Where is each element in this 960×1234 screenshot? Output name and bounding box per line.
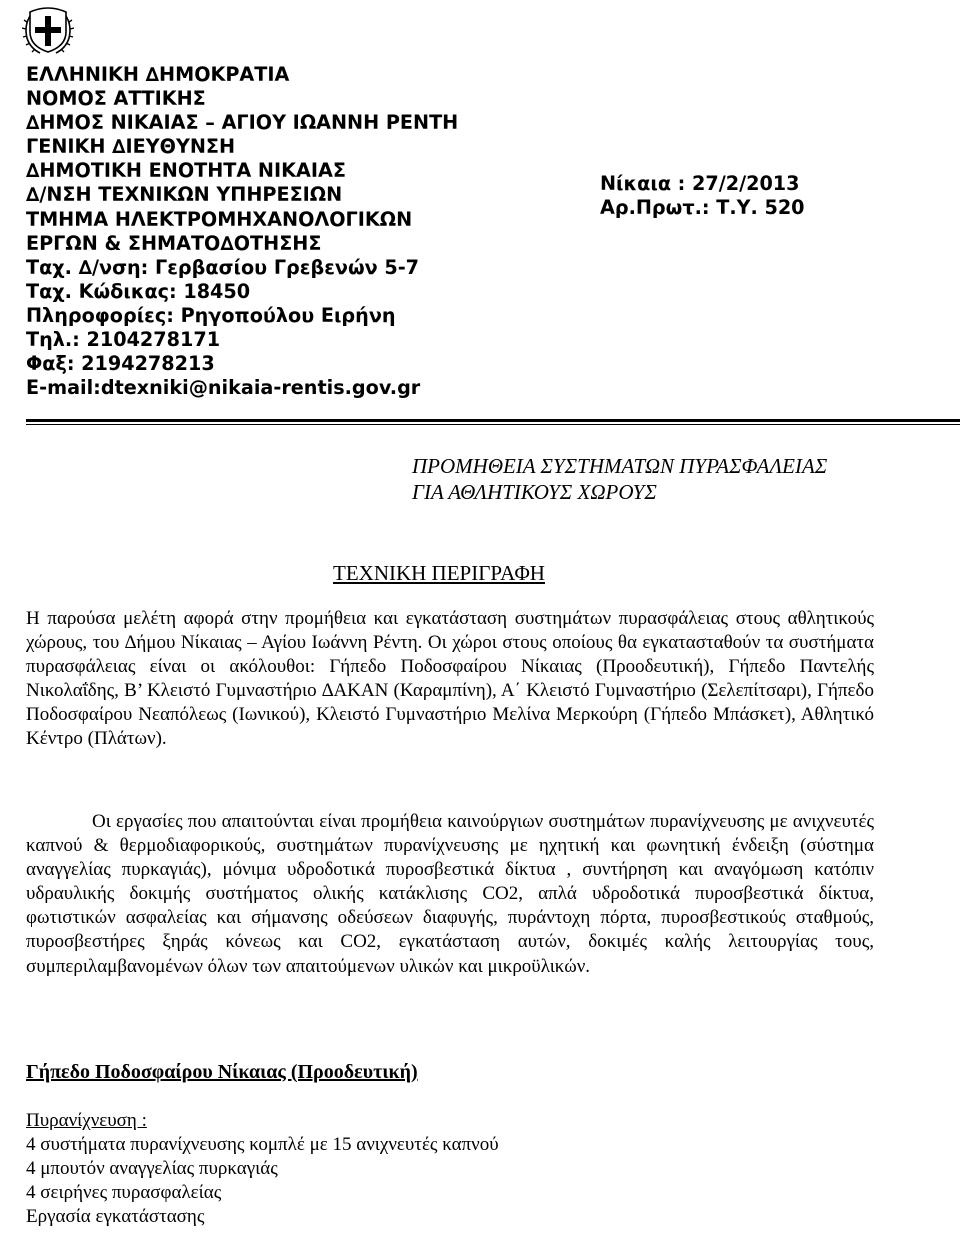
list-item: Εργασία εγκατάστασης — [26, 1206, 205, 1228]
document-date: Νίκαια : 27/2/2013 — [600, 172, 800, 195]
header-line: Φαξ: 2194278213 — [26, 352, 215, 376]
items-list — [26, 1109, 499, 1229]
list-item: 4 σειρήνες πυρασφαλείας — [26, 1182, 222, 1204]
header-line: ∆ΗΜΟΤΙΚΗ ΕΝΟΤΗΤΑ ΝΙΚΑΙΑΣ — [26, 159, 346, 183]
issuer-header — [26, 63, 458, 400]
header-line: ΕΛΛΗΝΙΚΗ ∆ΗΜΟΚΡΑΤΙΑ — [26, 63, 290, 86]
header-line: ΝΟΜΟΣ ΑΤΤΙΚΗΣ — [26, 87, 206, 111]
date-protocol-block — [600, 172, 805, 220]
protocol-number: Αρ.Πρωτ.: Τ.Υ. 520 — [600, 196, 805, 220]
list-item: 4 μπουτόν αναγγελίας πυρκαγιάς — [26, 1158, 278, 1180]
header-divider-thin — [26, 424, 960, 425]
header-line: ΕΡΓΩΝ & ΣΗΜΑΤΟ∆ΟΤΗΣΗΣ — [26, 231, 322, 255]
header-line: ∆ΗΜΟΣ ΝΙΚΑΙΑΣ – ΑΓΙΟΥ ΙΩΑΝΝΗ ΡΕΝΤΗ — [26, 111, 459, 135]
header-line: ∆/ΝΣΗ ΤΕΧΝΙΚΩΝ ΥΠΗΡΕΣΙΩΝ — [26, 183, 343, 207]
header-divider-thick — [26, 419, 960, 422]
list-item: 4 συστήματα πυρανίχνευσης κομπλέ με 15 ανιχνευτές καπνού — [26, 1134, 499, 1156]
title-line-1: ΠΡΟΜΗΘΕΙΑ ΣΥΣΤΗΜΑΤΩΝ ΠΥΡΑΣΦΑΛΕΙΑΣ — [412, 454, 828, 478]
header-line: ΓΕΝΙΚΗ ∆ΙΕΥΘΥΝΣΗ — [26, 135, 236, 159]
section-heading: ΤΕΧΝΙΚΗ ΠΕΡΙΓΡΑΦΗ — [333, 561, 545, 585]
header-line: ΤΜΗΜΑ ΗΛΕΚΤΡΟΜΗΧΑΝΟΛΟΓΙΚΩΝ — [26, 207, 413, 231]
header-line: Ταχ. Κώδικας: 18450 — [26, 279, 251, 303]
venue-heading: Γήπεδο Ποδοσφαίρου Νίκαιας (Προοδευτική) — [26, 1061, 418, 1083]
works-paragraph: Οι εργασίες που απαιτούνται είναι προμήθεια καινούργιων συστημάτων πυρανίχνευσης με ανιχνευτές καπνού & θερμοδιαφορικούς, συστημάτων πυρανίχνευσης με ηχητική και φωνητική ένδειξη (σύστημα αναγγελίας πυρκαγιάς), μόνιμα υδροδοτικά πυροσβεστικά δίκτυα , συντήρηση και αναγόμωση κατόπιν υδραυλικής δοκιμής συστήματος ολικής κατάκλισης CO2, απλά υδροδοτικά πυροσβεστικά δίκτυα, φωτιστικών ασφαλείας και σήμανσης οδεύσεων διαφυγής, πυράντοχη πόρτα, πυροσβεστικούς σταθμούς, πυροσβεστήρες ξηράς κόνεως και CO2, εγκατάσταση αυτών, δοκιμές καλής λειτουργίας τους, συμπεριλαμβανομένων όλων των απαιτούμενων υλικών και μικροϋλικών. — [26, 811, 874, 977]
header-line: Πληροφορίες: Ρηγοπούλου Ειρήνη — [26, 303, 396, 327]
greek-coat-of-arms-icon — [22, 2, 74, 56]
intro-paragraph: Η παρούσα μελέτη αφορά στην προμήθεια και εγκατάσταση συστημάτων πυρασφάλειας στους αθλητικούς χώρους, του ∆ήμου Νίκαιας – Αγίου Ιωάννη Ρέντη. Οι χώροι στους οποίους θα εγκατασταθούν τα συστήματα πυρασφάλειας είναι οι ακόλουθοι: Γήπεδο Ποδοσφαίρου Νίκαιας (Προοδευτική), Γήπεδο Παντελής Νικολαΐδης, Β’ Κλειστό Γυμναστήριο ∆ΑΚΑΝ (Καραμπίνη), Α΄ Κλειστό Γυμναστήριο (Σελεπίτσαρι), Γήπεδο Ποδοσφαίρου Νεαπόλεως (Ιωνικού), Κλειστό Γυμναστήριο Μελίνα Μερκούρη (Γήπεδο Μπάσκετ), Αθλητικό Κέντρο (Πλάτων). — [26, 608, 874, 750]
header-line: Ταχ. ∆/νση: Γερβασίου Γρεβενών 5-7 — [26, 255, 420, 279]
document-title — [412, 453, 827, 505]
subsection-label: Πυρανίχνευση : — [26, 1110, 147, 1131]
header-line: Τηλ.: 2104278171 — [26, 328, 221, 352]
title-line-2: ΓΙΑ ΑΘΛΗΤΙΚΟΥΣ ΧΩΡΟΥΣ — [412, 480, 657, 504]
header-email: E-mail:dtexniki@nikaia-rentis.gov.gr — [26, 376, 421, 400]
